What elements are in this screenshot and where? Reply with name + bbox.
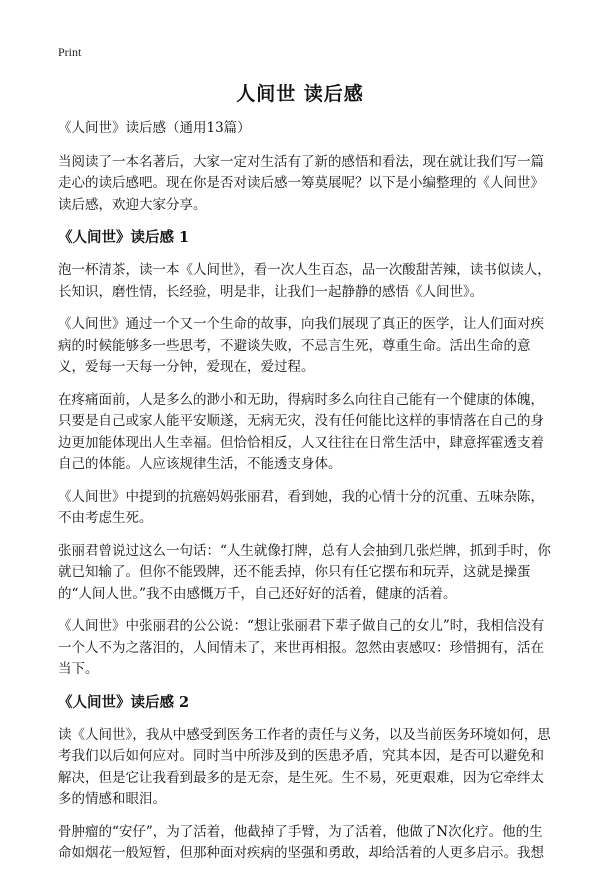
page-title: 人间世 读后感: [236, 83, 364, 105]
paragraph: 《人间世》中张丽君的公公说：“想让张丽君下辈子做自己的女儿”时，我相信没有一个人不为之落泪的，人间情未了，来世再相报。忽然由衷感叹：珍惜拥有，活在当下。: [58, 618, 545, 677]
section-heading-1: 《人间世》读后感 1: [58, 229, 190, 246]
paragraph: 张丽君曾说过这么一句话：“人生就像打牌，总有人会抽到几张烂牌，抓到手时，你就已知输了。但你不能毁牌，还不能丢掉，你只有任它摆布和玩弄，这就是操蛋的“人间人世。”我不由感慨万千，自己还好好的活着，健康的活着。: [58, 542, 551, 602]
intro-paragraph: 当阅读了一本名著后，大家一定对生活有了新的感悟和看法，现在就让我们写一篇走心的读后感吧。现在你是否对读后感一筹莫展呢？以下是小编整理的《人间世》读后感，欢迎大家分享。: [58, 153, 544, 213]
paragraph: 《人间世》中提到的抗癌妈妈张丽君，看到她，我的心情十分的沉重、五味杂陈，不由考虑生死。: [58, 488, 544, 526]
section-heading-2: 《人间世》读后感 2: [58, 693, 190, 711]
document-subtitle: 《人间世》读后感（通用13篇）: [58, 120, 251, 136]
print-label: Print: [58, 45, 82, 59]
paragraph: 骨肿瘤的“安仔”，为了活着，他截掉了手臂，为了活着，他做了N次化疗。他的生命如烟花一般短暂，但那种面对疾病的坚强和勇敢，却给活着的人更多启示。我想: [58, 823, 544, 861]
paragraph: 《人间世》通过一个又一个生命的故事，向我们展现了真正的医学，让人们面对疾病的时候能够多一些思考，不避谈失败，不忌言生死，尊重生命。活出生命的意义，爱每一天每一分钟，爱现在，爱过程。: [58, 316, 544, 375]
document-body: [58, 118, 556, 876]
paragraph: 读《人间世》，我从中感受到医务工作者的责任与义务，以及当前医务环境如何，思考我们以后如何应对。同时当中所涉及到的医患矛盾，究其本因，是否可以避免和解决，但是它让我看到最多的是无奈，是生死。生不易，死更艰难，因为它牵绊太多的情感和眼泪。: [58, 726, 551, 807]
paragraph: 泡一杯清茶，读一本《人间世》，看一次人生百态，品一次酸甜苦辣，读书似读人，长知识，磨性情，长经验，明是非，让我们一起静静的感悟《人间世》。: [58, 262, 551, 300]
paragraph: 在疼痛面前，人是多么的渺小和无助，得病时多么向往自己能有一个健康的体魄，只要是自己或家人能平安顺遂，无病无灾，没有任何能比这样的事情落在自己的身边更加能体现出人生幸福。但恰恰相反，人又往往在日常生活中，肆意挥霍透支着自己的体能。人应该规律生活，不能透支身体。: [58, 391, 544, 472]
